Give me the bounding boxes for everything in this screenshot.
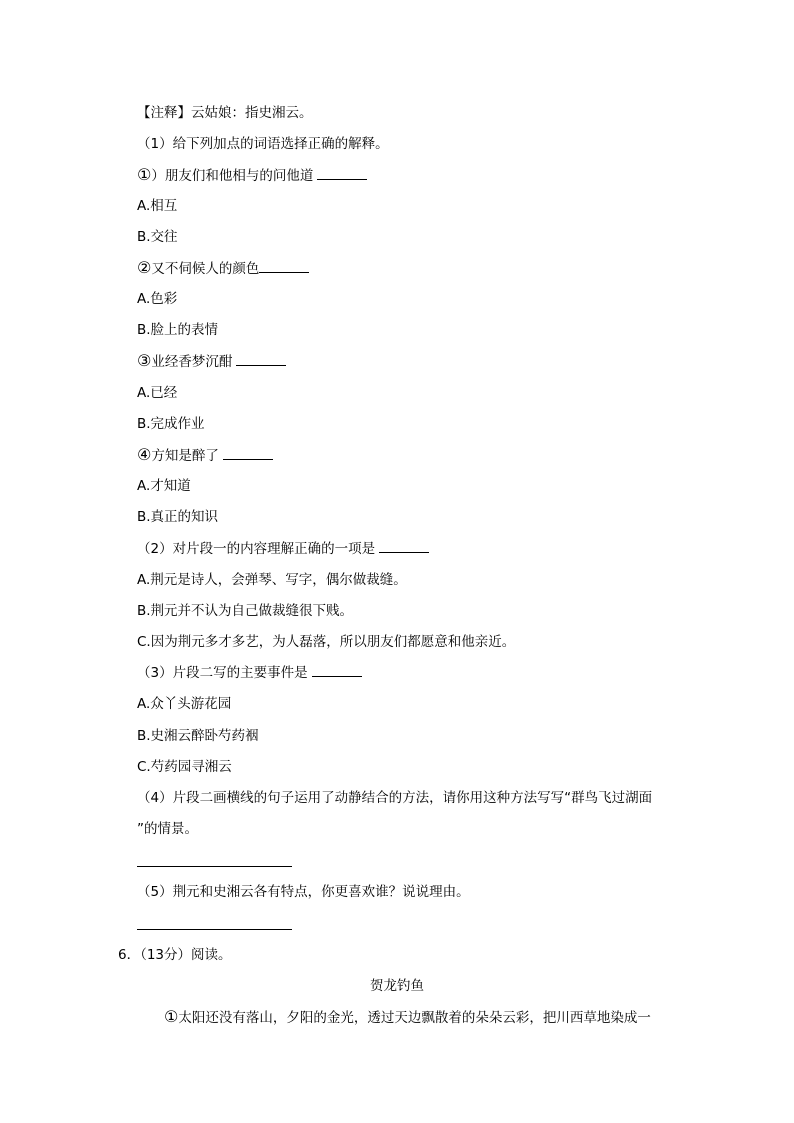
q1-item-4-text: 方知是醉了: [151, 448, 219, 464]
q2-prompt-line: [137, 540, 429, 558]
q3-option-b: B.史湘云醉卧芍药裀: [137, 728, 259, 744]
q1-item-1-blank[interactable]: [317, 167, 367, 180]
q1-item-3-text: 业经香梦沉酣: [151, 354, 233, 370]
q1-item-1-num: ①: [137, 165, 152, 184]
q2-option-a: A.荆元是诗人，会弹琴、写字，偶尔做裁缝。: [137, 572, 407, 588]
q1-item-3-num: ③: [137, 351, 152, 370]
passage-paragraph-1: [164, 1008, 651, 1027]
q1-item-1-option-a: A.相互: [137, 198, 178, 214]
q1-item-4-option-a: A.才知道: [137, 478, 191, 494]
q1-item-1-option-b: B.交往: [137, 229, 178, 245]
q1-item-3-option-b: B.完成作业: [137, 416, 205, 432]
q2-option-b: B.荆元并不认为自己做裁缝很下贱。: [137, 603, 354, 619]
passage-title: 贺龙钓鱼: [370, 978, 424, 994]
q6-header: 6．（13分）阅读。: [118, 947, 232, 963]
q2-blank[interactable]: [379, 540, 429, 553]
q1-item-4-option-b: B.真正的知识: [137, 509, 219, 525]
q1-item-4-blank[interactable]: [223, 447, 273, 460]
q2-prompt: （2）对片段一的内容理解正确的一项是: [137, 541, 376, 557]
q1-item-3: [137, 352, 286, 371]
q5-answer-line[interactable]: [137, 929, 292, 930]
q3-option-c: C.芍药园寻湘云: [137, 759, 232, 775]
q1-item-2-blank[interactable]: [259, 260, 309, 273]
q3-prompt: （3）片段二写的主要事件是: [137, 665, 308, 681]
passage-paragraph-1-text: 太阳还没有落山，夕阳的金光，透过天边飘散着的朵朵云彩，把川西草地染成一: [178, 1010, 651, 1026]
q1-item-4-num: ④: [137, 445, 152, 464]
q4-line-1: （4）片段二画横线的句子运用了动静结合的方法，请你用这种方法写写“群鸟飞过湖面: [137, 790, 653, 806]
q1-prompt: （1）给下列加点的词语选择正确的解释。: [137, 136, 389, 152]
q3-prompt-line: [137, 664, 362, 682]
q1-item-2-option-a: A.色彩: [137, 291, 178, 307]
q4-line-2: ”的情景。: [137, 821, 198, 837]
q1-item-3-option-a: A.已经: [137, 385, 178, 401]
q1-item-2: [137, 259, 309, 278]
q1-item-2-option-b: B.脸上的表情: [137, 322, 219, 338]
q3-option-a: A.众丫头游花园: [137, 696, 232, 712]
q2-option-c: C.因为荆元多才多艺，为人磊落，所以朋友们都愿意和他亲近。: [137, 634, 516, 650]
q1-item-1: [137, 166, 367, 185]
q5-prompt: （5）荆元和史湘云各有特点，你更喜欢谁？说说理由。: [137, 884, 470, 900]
q1-item-2-text: 又不伺候人的颜色: [151, 261, 260, 277]
q1-item-3-blank[interactable]: [236, 353, 286, 366]
note: 【注释】云姑娘：指史湘云。: [137, 105, 313, 121]
q3-blank[interactable]: [312, 664, 362, 677]
q1-item-2-num: ②: [137, 258, 152, 277]
q1-item-4: [137, 446, 273, 465]
passage-paragraph-1-num: ①: [164, 1007, 179, 1026]
q1-item-1-text: ）朋友们和他相与的问他道: [151, 168, 314, 184]
q4-answer-line[interactable]: [137, 866, 292, 867]
